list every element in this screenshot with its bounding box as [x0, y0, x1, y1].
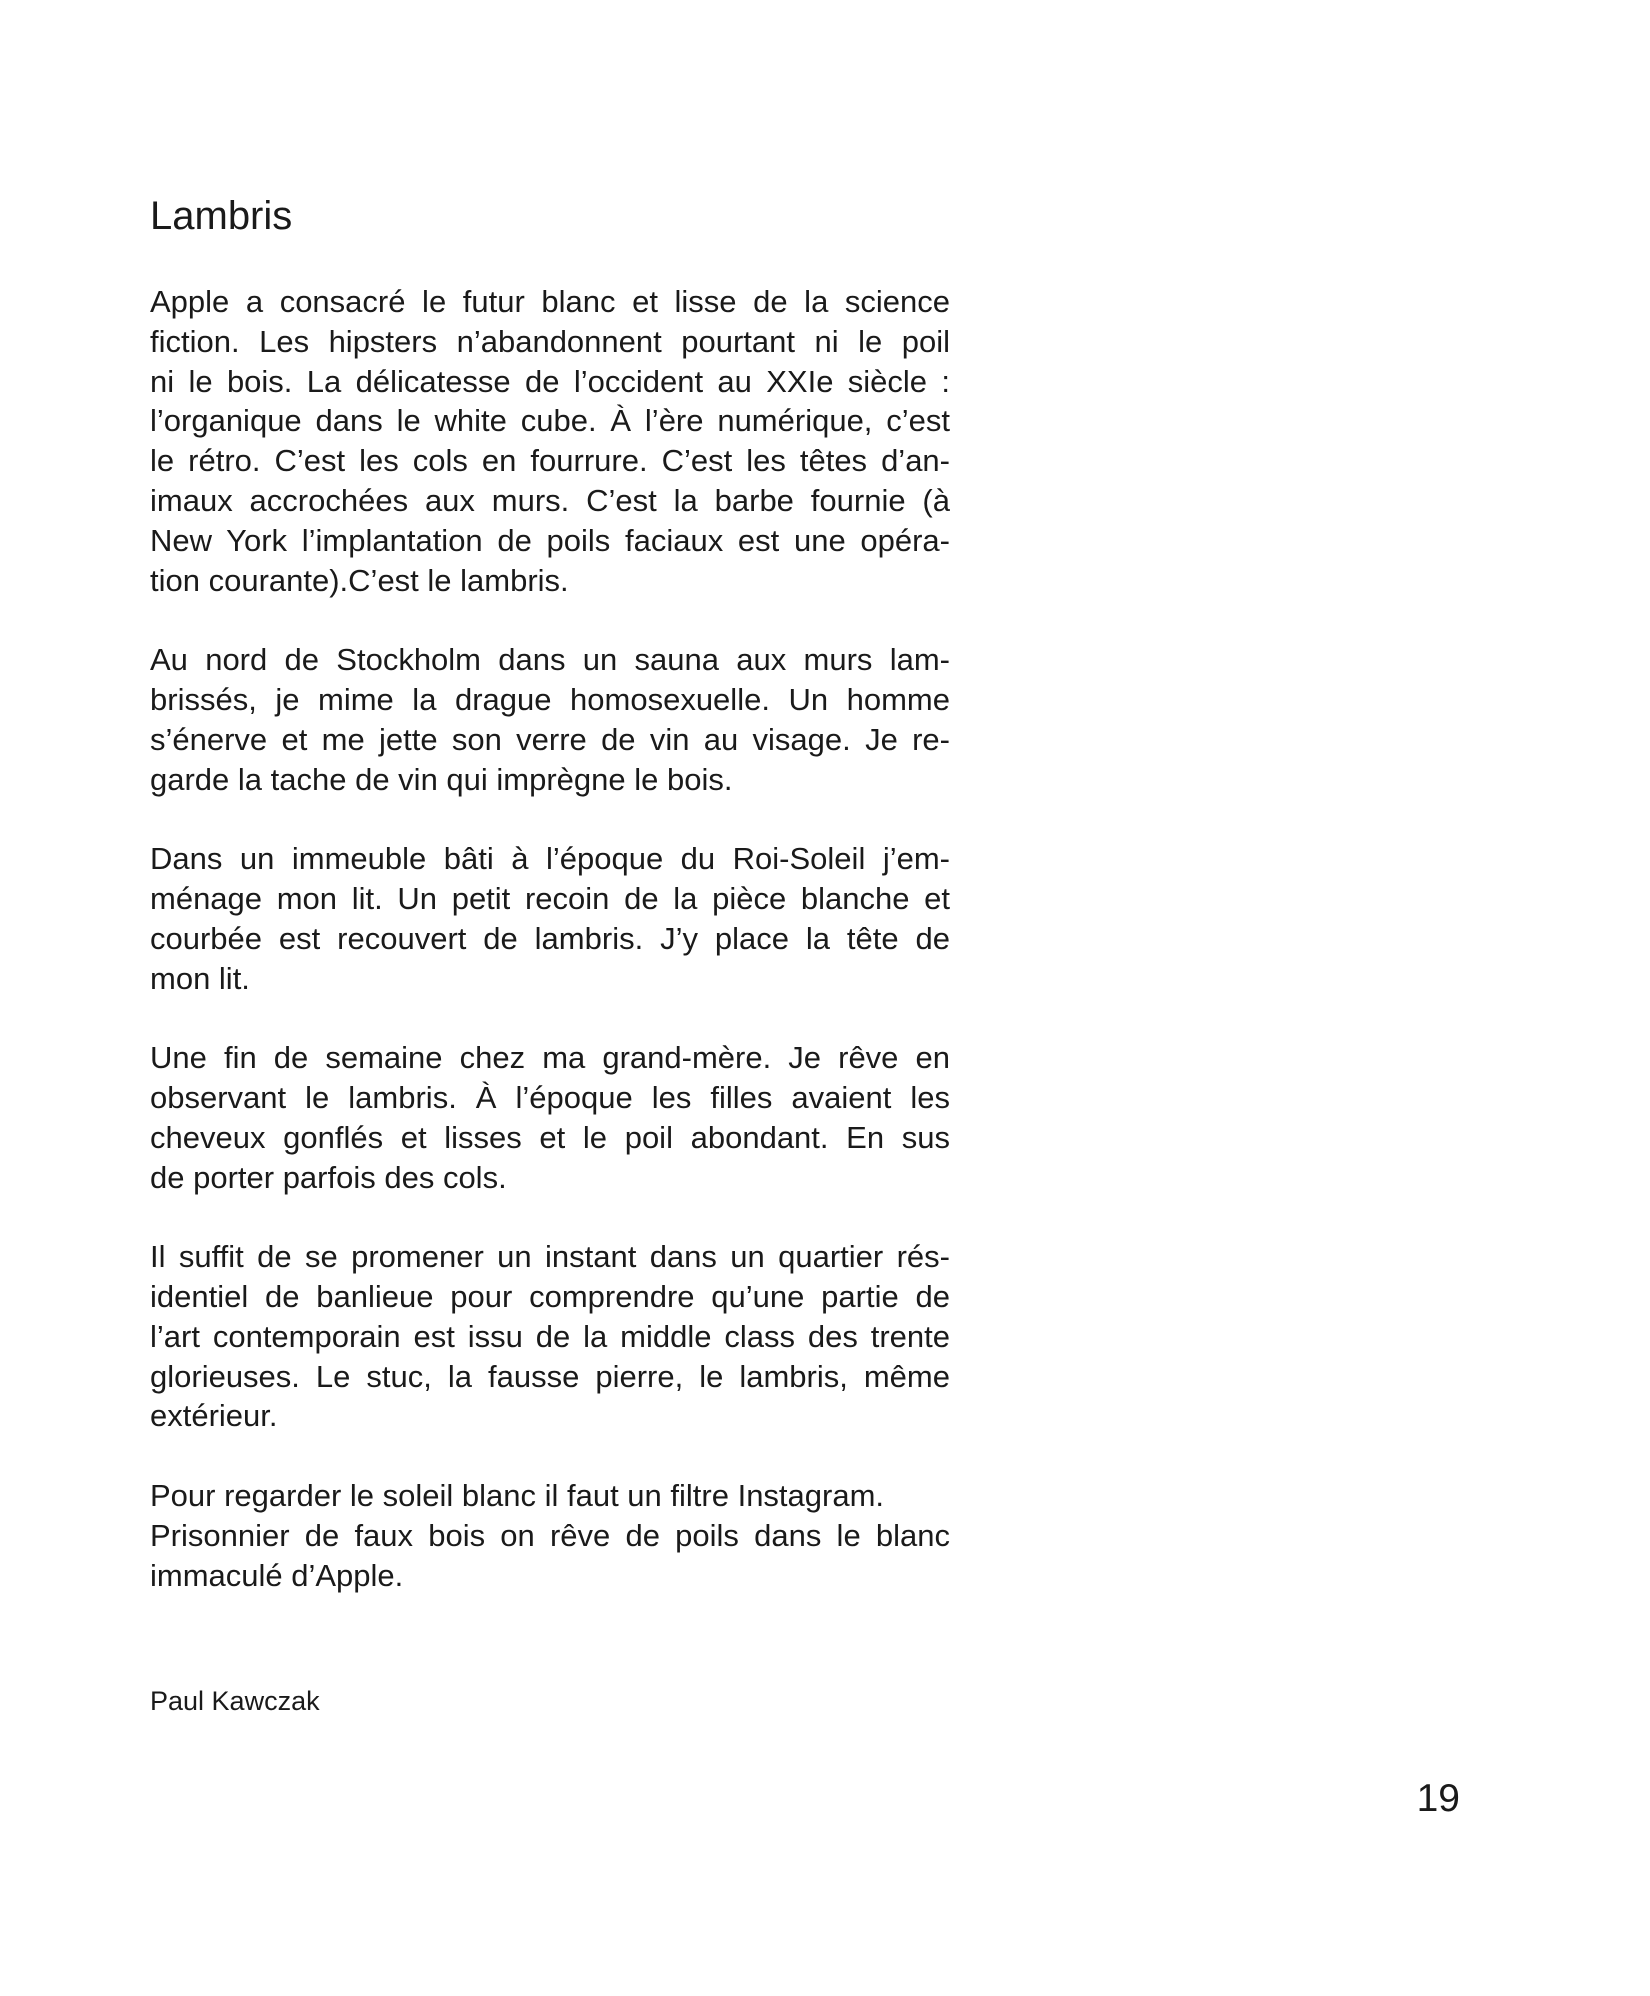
text-line: Une fin de semaine chez ma grand-mère. Je rêve en — [150, 1040, 950, 1076]
text-line: immaculé d’Apple. — [150, 1557, 404, 1593]
paragraph-gap — [150, 998, 950, 1038]
text-line: extérieur. — [150, 1398, 278, 1434]
page-title: Lambris — [150, 194, 293, 238]
text-line: Dans un immeuble bâti à l’époque du Roi-Soleil j’em- — [150, 841, 950, 877]
text-line: mon lit. — [150, 960, 250, 996]
text-line: garde la tache de vin qui imprègne le bois. — [150, 761, 733, 797]
text-line: imaux accrochées aux murs. C’est la barbe fournie (à — [150, 482, 950, 518]
body-text — [150, 282, 950, 1595]
text-line: Apple a consacré le futur blanc et lisse de la science — [150, 284, 950, 319]
text-line: observant le lambris. À l’époque les filles avaient les — [150, 1079, 950, 1115]
text-line: s’énerve et me jette son verre de vin au visage. Je re- — [150, 721, 950, 757]
text-line: ménage mon lit. Un petit recoin de la pièce blanche et — [150, 880, 950, 916]
text-line: Au nord de Stockholm dans un sauna aux murs lam- — [150, 642, 950, 678]
text-line: glorieuses. Le stuc, la fausse pierre, le lambris, même — [150, 1358, 950, 1394]
text-line: cheveux gonflés et lisses et le poil abondant. En sus — [150, 1119, 950, 1155]
page-number: 19 — [1416, 1777, 1460, 1820]
author-signature: Paul Kawczak — [150, 1686, 320, 1716]
paragraph-gap — [150, 799, 950, 839]
paragraph-gap — [150, 1197, 950, 1237]
text-line: fiction. Les hipsters n’abandonnent pourtant ni le poil — [150, 323, 950, 359]
text-line: le rétro. C’est les cols en fourrure. C’est les têtes d’an- — [150, 443, 950, 479]
text-line: identiel de banlieue pour comprendre qu’une partie de — [150, 1278, 950, 1314]
text-line: l’organique dans le white cube. À l’ère numérique, c’est — [150, 403, 950, 439]
text-line: Prisonnier de faux bois on rêve de poils dans le blanc — [150, 1517, 950, 1553]
text-line: New York l’implantation de poils faciaux est une opéra- — [150, 522, 950, 558]
text-line: Pour regarder le soleil blanc il faut un filtre Instagram. — [150, 1477, 885, 1513]
text-line: ni le bois. La délicatesse de l’occident au XXIe siècle : — [150, 363, 950, 399]
paragraph-gap — [150, 1436, 950, 1476]
text-line: Il suffit de se promener un instant dans un quartier rés- — [150, 1239, 950, 1275]
text-line: tion courante).C’est le lambris. — [150, 562, 569, 598]
text-line: brissés, je mime la drague homosexuelle. Un homme — [150, 681, 950, 717]
text-line: de porter parfois des cols. — [150, 1159, 507, 1195]
text-line: courbée est recouvert de lambris. J’y place la tête de — [150, 920, 950, 956]
text-line: l’art contemporain est issu de la middle class des trente — [150, 1318, 950, 1354]
paragraph-gap — [150, 600, 950, 640]
